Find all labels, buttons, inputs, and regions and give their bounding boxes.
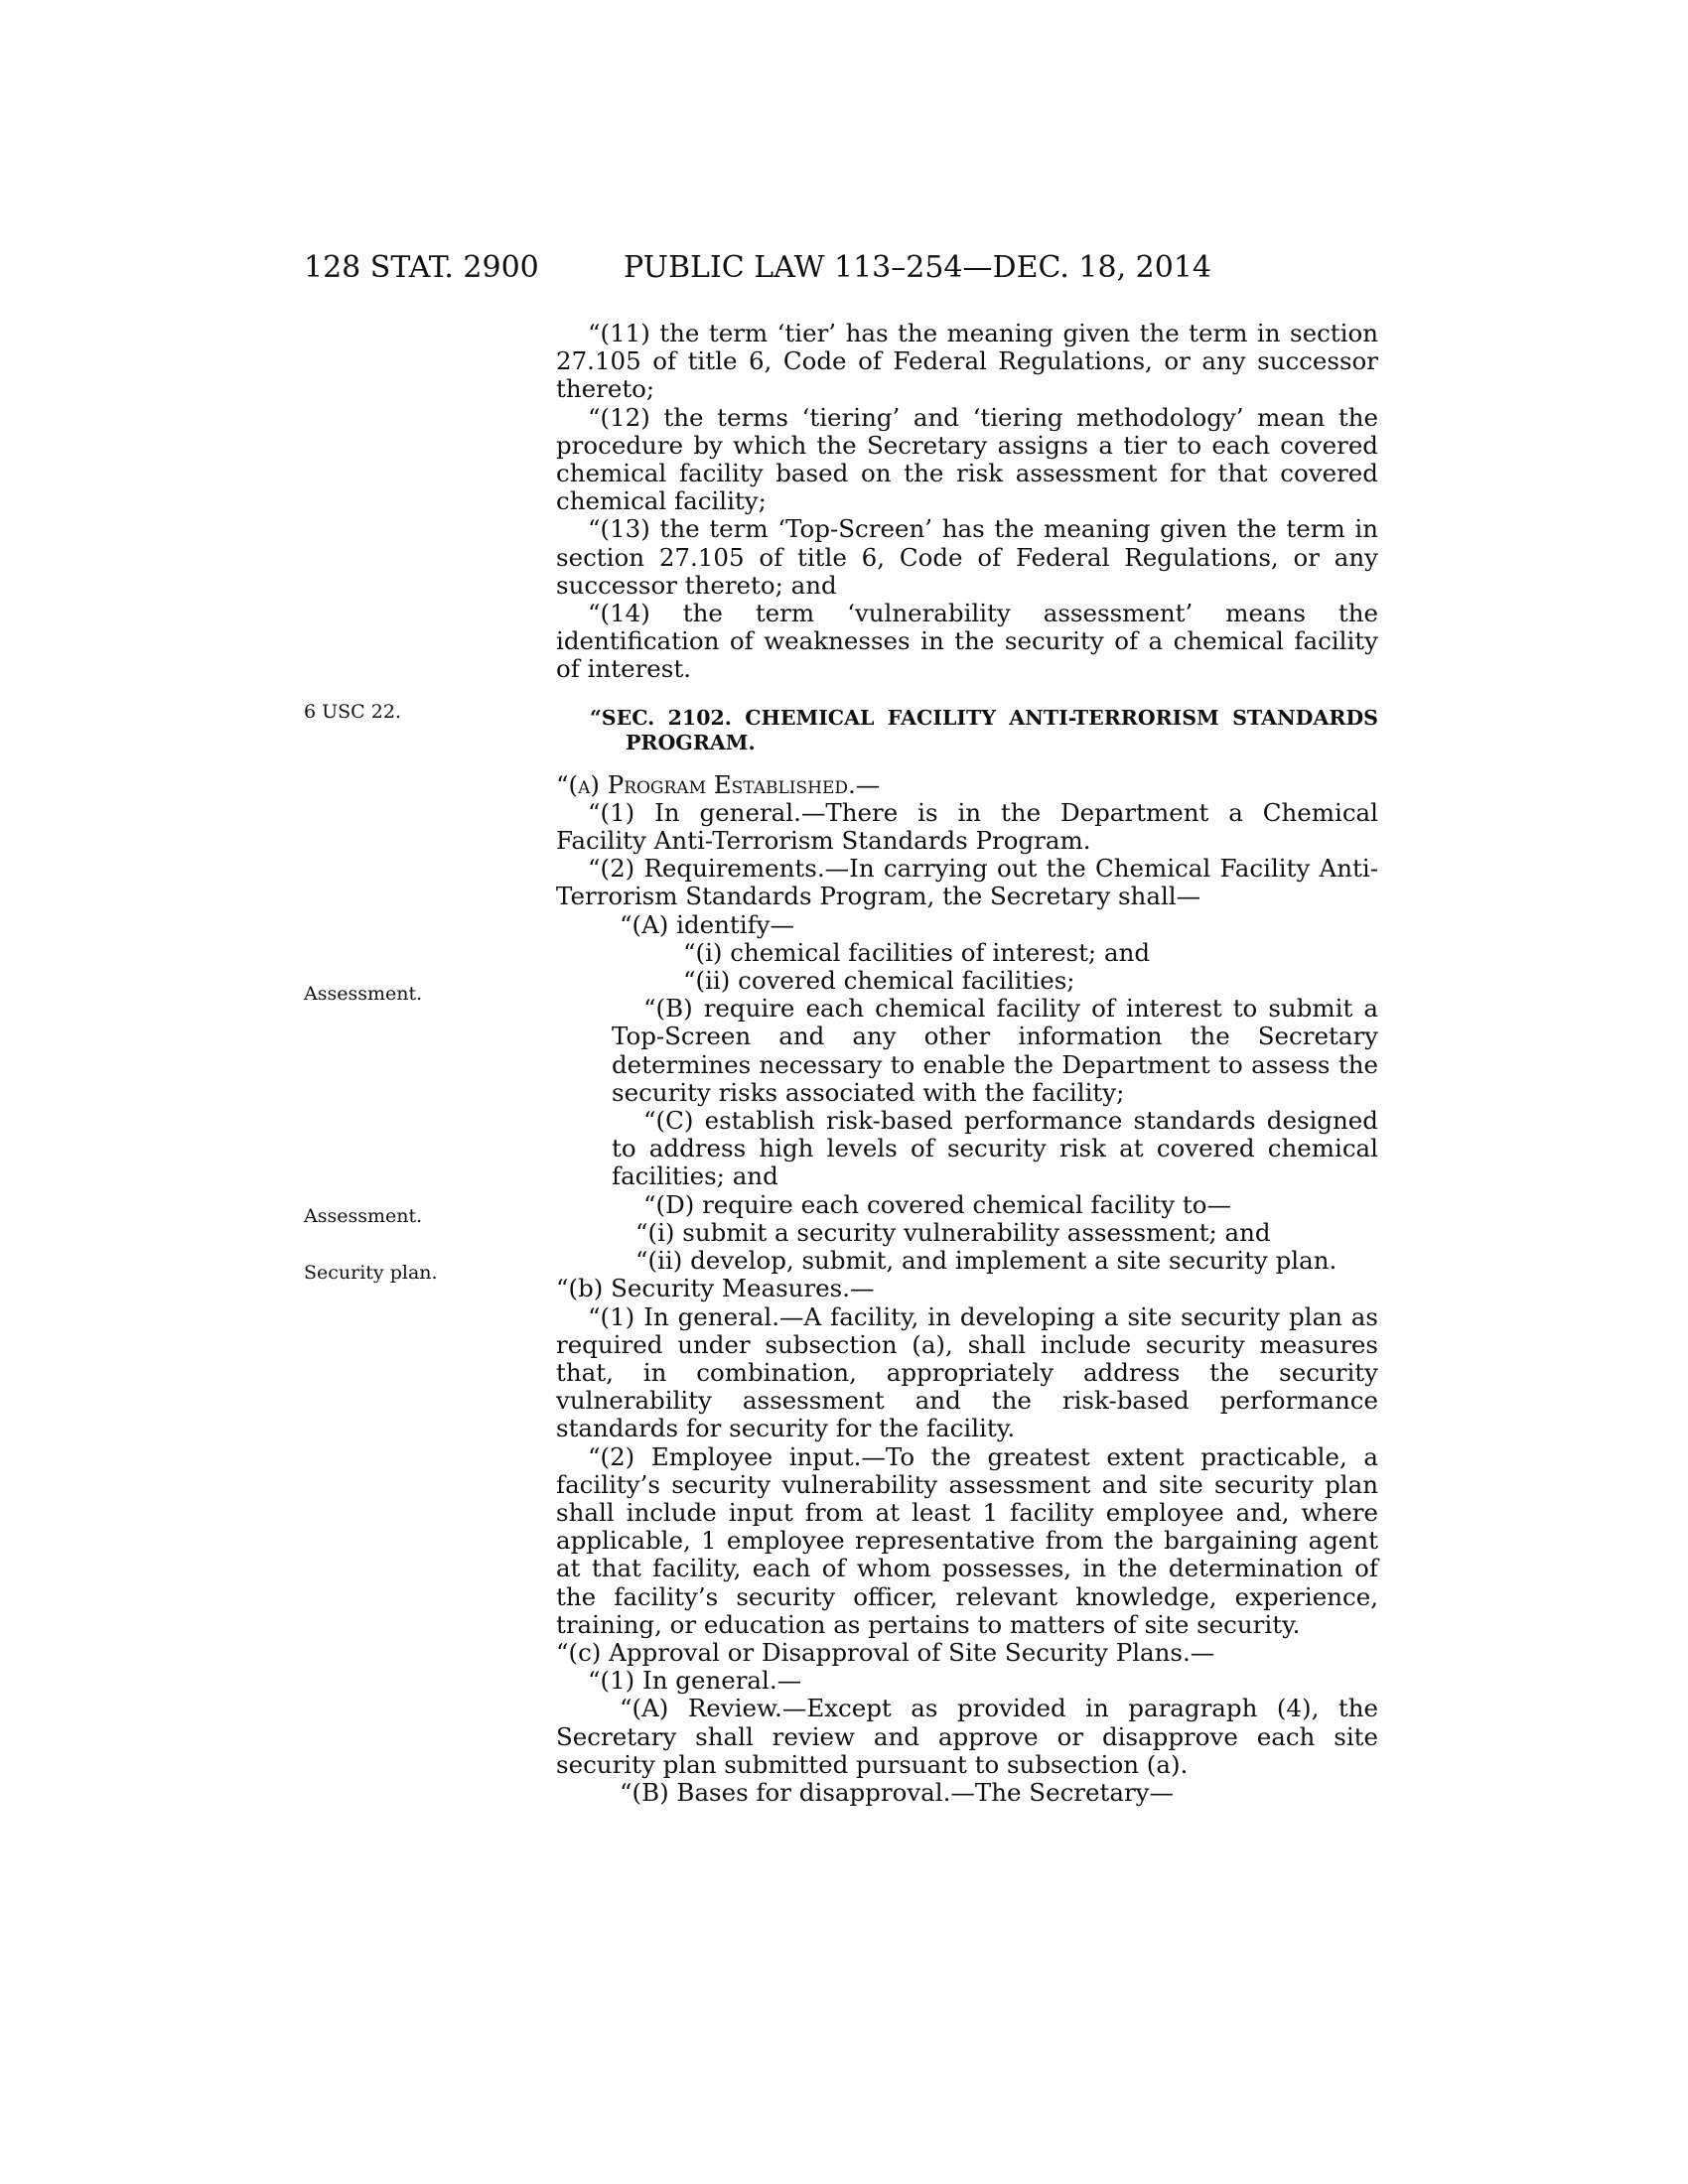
- clause-aDi: “(i) submit a security vulnerability assessment; and: [635, 1217, 1271, 1247]
- margin-note-usc: 6 USC 22.: [304, 701, 401, 723]
- subsection-b1: “(1) In general.—A facility, in developing a site security plan as required under subsection (a), shall include security measures that, in combination, appropriately address the security vulnerability assessment and the risk-based performance standards for security for the facility.: [556, 1301, 1378, 1443]
- paragraph-11: “(11) the term ‘tier’ has the meaning given the term in section 27.105 of title 6, Code of Federal Regulations, or any successor thereto;: [556, 319, 1378, 404]
- clause-aDii: “(ii) develop, submit, and implement a site security plan.: [635, 1246, 1337, 1276]
- clause-aAii: “(ii) covered chemical facilities;: [683, 966, 1075, 996]
- stat-page-number: 128 STAT. 2900: [304, 250, 539, 285]
- public-law-title: PUBLIC LAW 113–254—DEC. 18, 2014: [624, 250, 1212, 285]
- margin-note-assessment: Assessment.: [304, 983, 423, 1005]
- subparagraph-aA: “(A) identify—: [620, 909, 795, 939]
- subsection-a-heading: “(a) Program Established.—: [556, 769, 881, 799]
- subsection-b-heading: “(b) Security Measures.—: [556, 1274, 875, 1303]
- margin-note-security-plan: Security plan.: [304, 1262, 438, 1284]
- subparagraph-aC: “(C) establish risk-based performance standards designed to address high levels of security risk at covered chemical facilities; and: [612, 1106, 1378, 1191]
- margin-note-assessment: Assessment.: [304, 1205, 423, 1227]
- paragraph-13: “(13) the term ‘Top-Screen’ has the meaning given the term in section 27.105 of title 6, Code of Federal Regulations, or any successor thereto; and: [556, 514, 1378, 600]
- subparagraph-cB: “(B) Bases for disapproval.—The Secretary—: [620, 1777, 1175, 1807]
- subsection-b2: “(2) Employee input.—To the greatest extent practicable, a facility’s security vulnerability assessment and site security plan shall include input from at least 1 facility employee and, where applicable, 1 employee representative from the bargaining agent at that facility, each of whom possesses, in the determination of the facility’s security officer, relevant knowledge, experience, training, or education as pertains to matters of site security.: [556, 1441, 1378, 1639]
- subsection-c1: “(1) In general.—: [588, 1666, 802, 1696]
- subsection-a2: “(2) Requirements.—In carrying out the Chemical Facility Anti-Terrorism Standards Program, the Secretary shall—: [556, 854, 1378, 911]
- subparagraph-aD: “(D) require each covered chemical facility to—: [643, 1189, 1231, 1219]
- paragraph-14: “(14) the term ‘vulnerability assessment’ means the identification of weaknesses in the security of a chemical facility of interest.: [556, 599, 1378, 684]
- subsection-c-heading: “(c) Approval or Disapproval of Site Security Plans.—: [556, 1637, 1215, 1667]
- subsection-a1: “(1) In general.—There is in the Department a Chemical Facility Anti-Terrorism Standards Program.: [556, 797, 1378, 856]
- paragraph-12: “(12) the terms ‘tiering’ and ‘tiering methodology’ mean the procedure by which the Secretary assigns a tier to each covered chemical facility based on the risk assessment for that covered chemical facility;: [556, 402, 1378, 516]
- section-heading: “SEC. 2102. CHEMICAL FACILITY ANTI-TERRORISM STANDARDS PROGRAM.: [590, 705, 1378, 754]
- subparagraph-aB: “(B) require each chemical facility of interest to submit a Top-Screen and any other information the Secretary determines necessary to enable the Department to assess the security risks associated with the facility;: [612, 994, 1378, 1107]
- clause-aAi: “(i) chemical facilities of interest; and: [683, 937, 1151, 967]
- subparagraph-cA: “(A) Review.—Except as provided in paragraph (4), the Secretary shall review and approve or disapprove each site security plan submitted pursuant to subsection (a).: [556, 1694, 1378, 1779]
- statute-body: [556, 320, 1378, 1807]
